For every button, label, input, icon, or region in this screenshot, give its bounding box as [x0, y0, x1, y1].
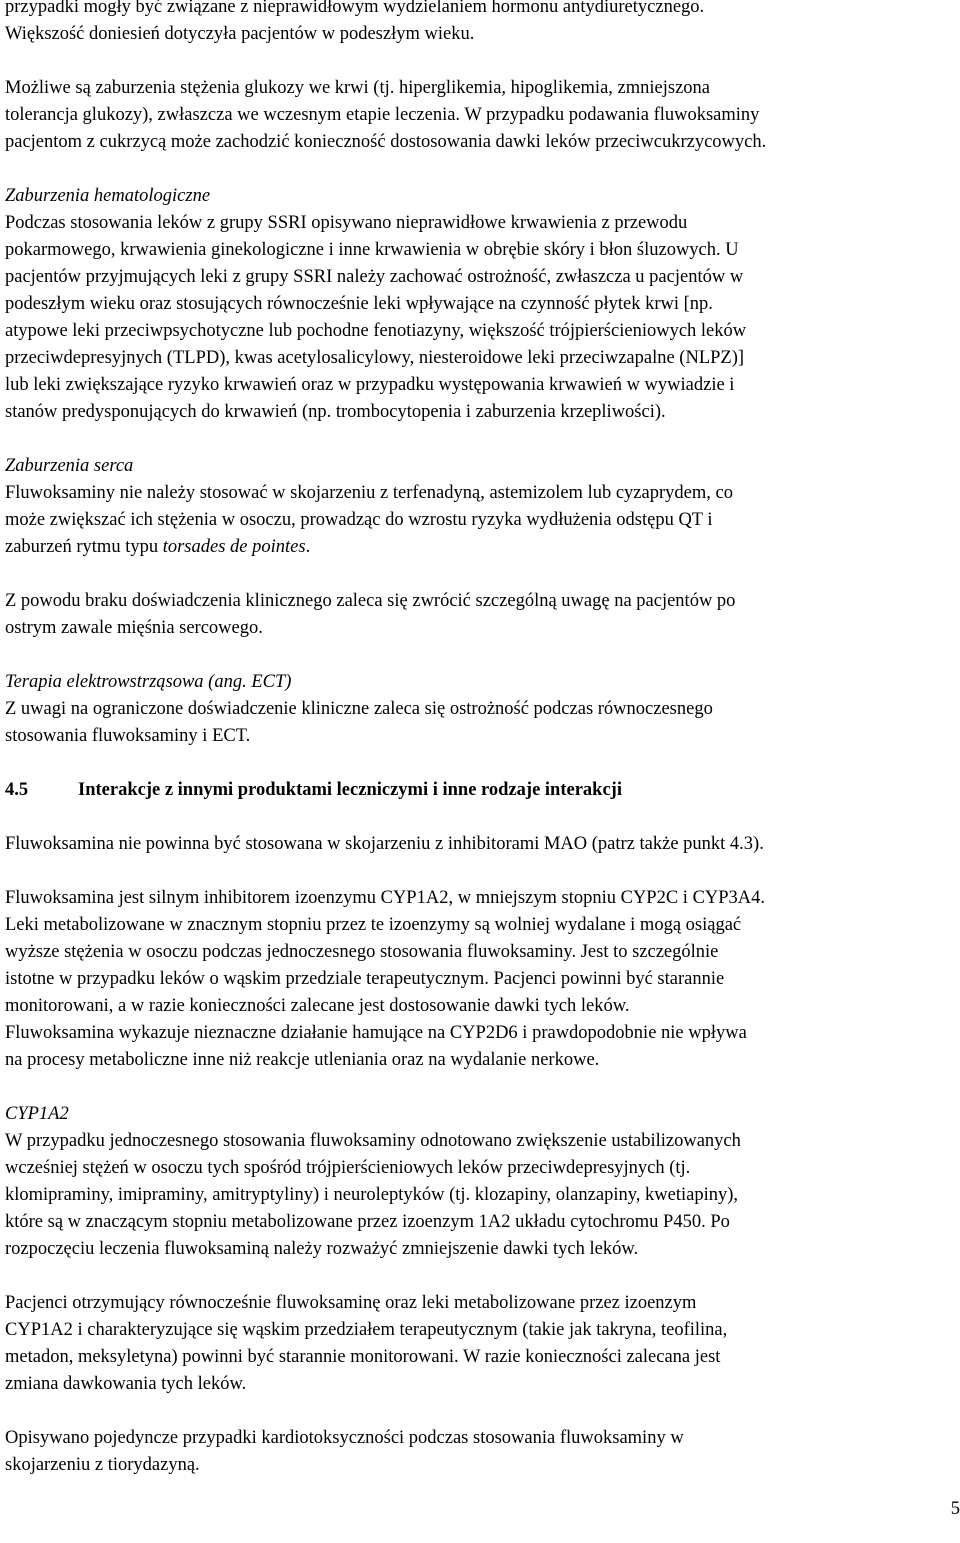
page-number: 5 — [950, 1499, 960, 1519]
paragraph — [5, 885, 957, 1074]
text-line: zmiana dawkowania tych leków. — [5, 1374, 247, 1394]
paragraph-text — [5, 1290, 957, 1398]
text-line: Fluwoksaminy nie należy stosować w skojarzeniu z terfenadyną, astemizolem lub cyzaprydem, co — [5, 483, 733, 503]
subsection — [5, 453, 957, 561]
paragraph-text — [5, 1425, 957, 1479]
section-number: 4.5 — [5, 780, 29, 800]
text-line: rozpoczęciu leczenia fluwoksaminą należy rozważyć zmniejszenie dawki tych leków. — [5, 1239, 639, 1259]
text-line: klomipraminy, imipraminy, amitryptyliny) i neuroleptyków (tj. klozapiny, olanzapiny, kwetiapiny), — [5, 1185, 738, 1205]
document-page — [5, 0, 957, 1506]
text-line-end: . — [305, 537, 311, 557]
text-line: skojarzeniu z tiorydazyną. — [5, 1455, 200, 1475]
text-line: Fluwoksamina wykazuje nieznaczne działanie hamujące na CYP2D6 i prawdopodobnie nie wpływa — [5, 1023, 747, 1043]
subsection-title: Zaburzenia hematologiczne — [5, 186, 211, 206]
subsection — [5, 669, 957, 750]
text-line: zaburzeń rytmu typu — [5, 537, 163, 557]
text-line: Podczas stosowania leków z grupy SSRI opisywano nieprawidłowe krwawienia z przewodu — [5, 213, 688, 233]
section-heading — [5, 777, 957, 804]
paragraph — [5, 1425, 957, 1479]
paragraph-text — [5, 696, 957, 750]
text-line: stanów predysponujących do krwawień (np. trombocytopenia i zaburzenia krzepliwości). — [5, 402, 666, 422]
subsection — [5, 1101, 957, 1263]
text-line: Możliwe są zaburzenia stężenia glukozy we krwi (tj. hiperglikemia, hipoglikemia, zmniejszona — [5, 78, 710, 98]
paragraph-text — [5, 588, 957, 642]
text-line: stosowania fluwoksaminy i ECT. — [5, 726, 251, 746]
section-title: Interakcje z innymi produktami leczniczymi i inne rodzaje interakcji — [78, 780, 622, 800]
text-line: W przypadku jednoczesnego stosowania fluwoksaminy odnotowano zwiększenie ustabilizowanych — [5, 1131, 741, 1151]
paragraph — [5, 0, 957, 48]
text-line: tolerancja glukozy), zwłaszcza we wczesnym etapie leczenia. W przypadku podawania fluwoksaminy — [5, 105, 760, 125]
text-line: na procesy metaboliczne inne niż reakcje utleniania oraz na wydalanie nerkowe. — [5, 1050, 600, 1070]
text-line: istotne w przypadku leków o wąskim przedziale terapeutycznym. Pacjenci powinni być starannie — [5, 969, 725, 989]
text-line: Pacjenci otrzymujący równocześnie fluwoksaminę oraz leki metabolizowane przez izoenzym — [5, 1293, 697, 1313]
italic-term: torsades de pointes — [162, 537, 306, 557]
paragraph-text — [5, 885, 957, 1074]
text-line: pacjentów przyjmujących leki z grupy SSRI należy zachować ostrożność, zwłaszcza u pacjentów w — [5, 267, 744, 287]
paragraph-text — [5, 75, 957, 156]
subsection-title: Zaburzenia serca — [5, 456, 134, 476]
text-line: Z uwagi na ograniczone doświadczenie kliniczne zaleca się ostrożność podczas równoczesnego — [5, 699, 713, 719]
text-line: wcześniej stężeń w osoczu tych spośród trójpierścieniowych leków przeciwdepresyjnych (tj. — [5, 1158, 691, 1178]
text-line: Fluwoksamina jest silnym inhibitorem izoenzymu CYP1A2, w mniejszym stopniu CYP2C i CYP3A4. — [5, 888, 766, 908]
text-line: metadon, meksyletyna) powinni być starannie monitorowani. W razie konieczności zalecana jest — [5, 1347, 721, 1367]
paragraph-text — [5, 0, 957, 48]
text-line: przypadki mogły być związane z nieprawidłowym wydzielaniem hormonu antydiuretycznego. — [5, 0, 705, 17]
text-line: CYP1A2 i charakteryzujące się wąskim przedziałem terapeutycznym (takie jak takryna, teofilina, — [5, 1320, 728, 1340]
subsection-title: Terapia elektrowstrząsowa (ang. ECT) — [5, 672, 292, 692]
paragraph — [5, 75, 957, 156]
text-line: które są w znaczącym stopniu metabolizowane przez izoenzym 1A2 układu cytochromu P450. Po — [5, 1212, 730, 1232]
text-line: może zwiększać ich stężenia w osoczu, prowadząc do wzrostu ryzyka wydłużenia odstępu QT i — [5, 510, 713, 530]
paragraph-text — [5, 1128, 957, 1263]
paragraph — [5, 588, 957, 642]
text-line: pacjentom z cukrzycą może zachodzić konieczność dostosowania dawki leków przeciwcukrzycowych. — [5, 132, 767, 152]
text-line: lub leki zwiększające ryzyko krwawień oraz w przypadku występowania krwawień w wywiadzie i — [5, 375, 735, 395]
text-line: Opisywano pojedyncze przypadki kardiotoksyczności podczas stosowania fluwoksaminy w — [5, 1428, 684, 1448]
paragraph-text — [5, 480, 957, 561]
paragraph-text — [5, 831, 957, 858]
text-line: monitorowani, a w razie konieczności zalecane jest dostosowanie dawki tych leków. — [5, 996, 630, 1016]
text-line: przeciwdepresyjnych (TLPD), kwas acetylosalicylowy, niesteroidowe leki przeciwzapalne (NLPZ)] — [5, 348, 745, 368]
text-line: Fluwoksamina nie powinna być stosowana w skojarzeniu z inhibitorami MAO (patrz także punkt 4.3). — [5, 834, 764, 854]
paragraph-text — [5, 210, 957, 426]
text-line: podeszłym wieku oraz stosujących równocześnie leki wpływające na czynność płytek krwi [np. — [5, 294, 713, 314]
paragraph — [5, 831, 957, 858]
subsection — [5, 183, 957, 426]
text-line: atypowe leki przeciwpsychotyczne lub pochodne fenotiazyny, większość trójpierścieniowych leków — [5, 321, 747, 341]
text-line: Leki metabolizowane w znacznym stopniu przez te izoenzymy są wolniej wydalane i mogą osiągać — [5, 915, 742, 935]
paragraph — [5, 1290, 957, 1398]
text-line: Większość doniesień dotyczyła pacjentów w podeszłym wieku. — [5, 24, 475, 44]
subsection-title: CYP1A2 — [5, 1104, 69, 1124]
text-line: wyższe stężenia w osoczu podczas jednoczesnego stosowania fluwoksaminy. Jest to szczególnie — [5, 942, 719, 962]
text-line: Z powodu braku doświadczenia klinicznego zaleca się zwrócić szczególną uwagę na pacjentów po — [5, 591, 736, 611]
text-line: ostrym zawale mięśnia sercowego. — [5, 618, 263, 638]
text-line: pokarmowego, krwawienia ginekologiczne i inne krwawienia w obrębie skóry i błon śluzowych. U — [5, 240, 739, 260]
